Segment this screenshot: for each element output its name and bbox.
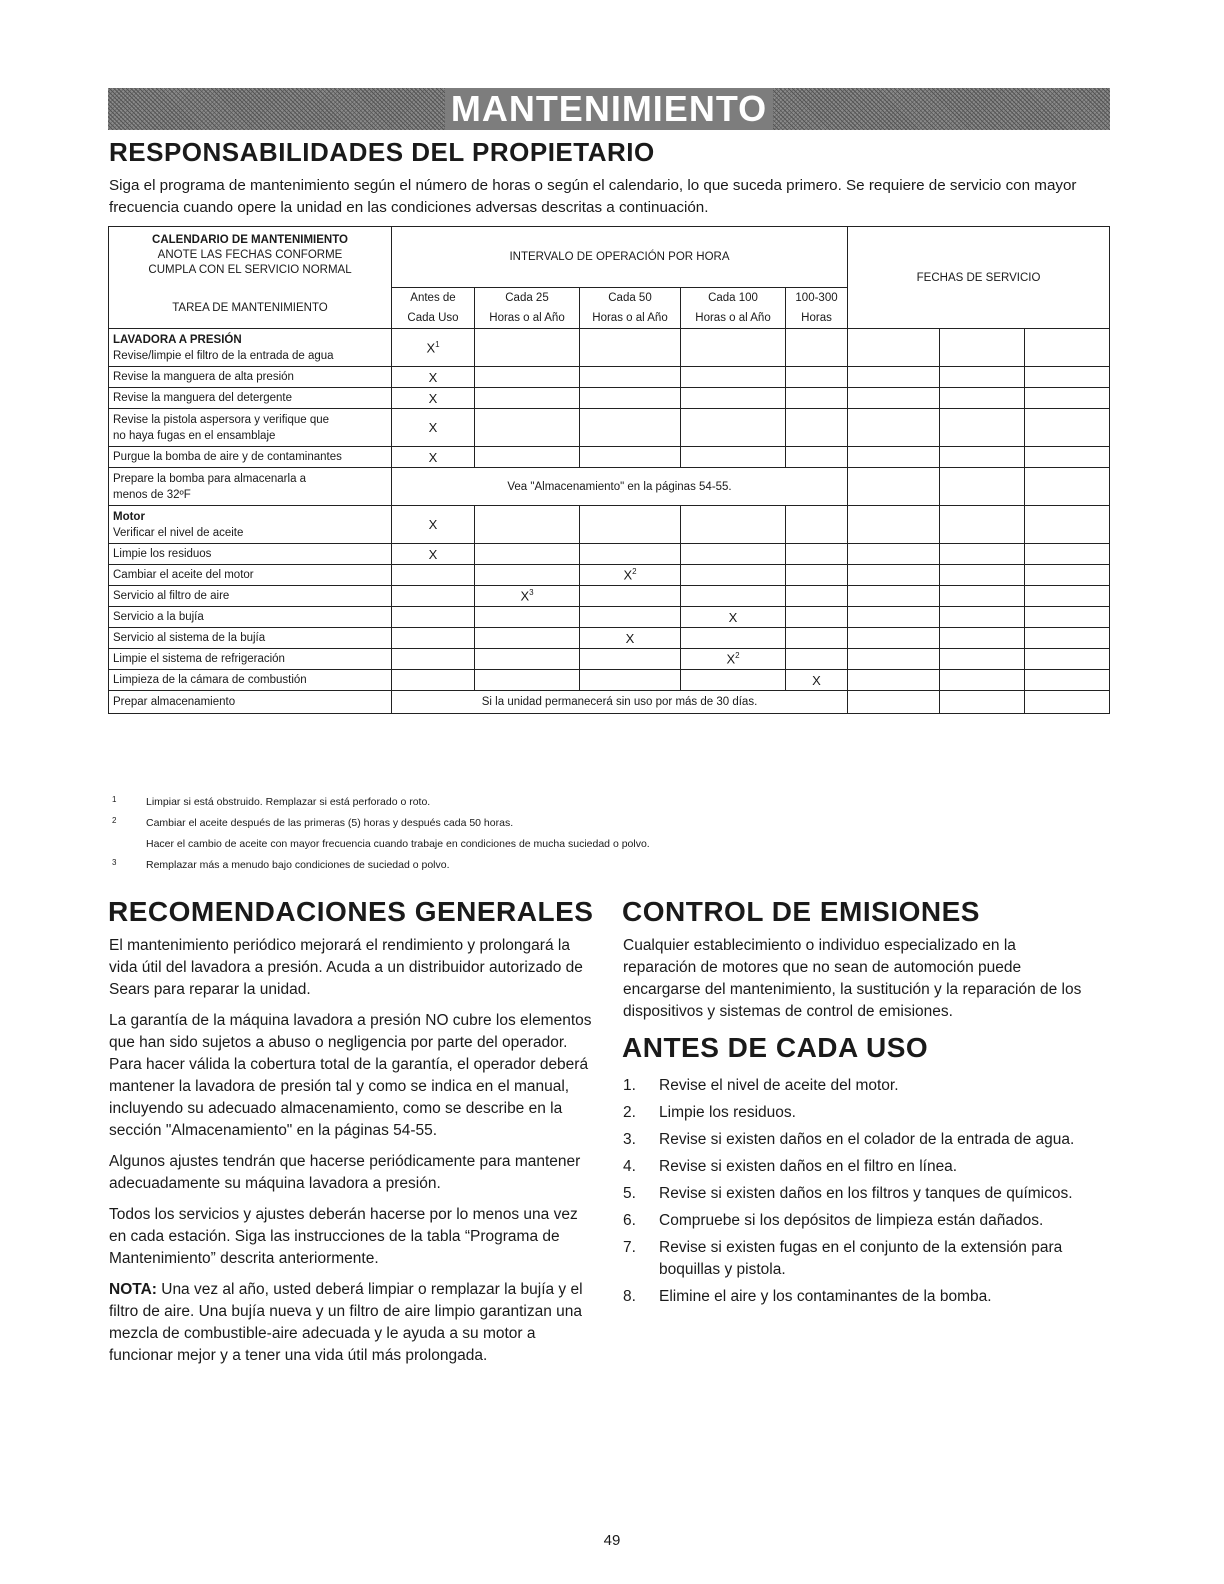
footnote bbox=[112, 813, 1012, 834]
service-date-cell[interactable] bbox=[1025, 388, 1110, 409]
task-label: Prepar almacenamiento bbox=[113, 696, 236, 708]
list-item-number: 6. bbox=[623, 1212, 636, 1229]
service-date-cell[interactable] bbox=[848, 409, 940, 447]
footnote-ref: 1 bbox=[435, 339, 440, 349]
task-group-heading: LAVADORA A PRESIÓN bbox=[113, 333, 242, 346]
task-cell bbox=[109, 447, 392, 468]
interval-cell bbox=[681, 409, 786, 447]
interval-cell bbox=[681, 367, 786, 388]
service-date-cell[interactable] bbox=[1025, 565, 1110, 586]
interval-cell bbox=[392, 506, 475, 544]
emissions-paragraph: Cualquier establecimiento o individuo especializado en la reparación de motores que no sean de automoción puede encargarse del mantenimiento, la sustitución y la reparación de los dispositivos y sistemas de control de emisiones. bbox=[623, 937, 1082, 1020]
interval-cell bbox=[475, 506, 580, 544]
footnote-number: 2 bbox=[112, 816, 117, 825]
task-cell bbox=[109, 409, 392, 447]
table-row bbox=[109, 628, 1110, 649]
task-cell bbox=[109, 670, 392, 691]
service-date-cell[interactable] bbox=[848, 670, 940, 691]
interval-cell bbox=[681, 670, 786, 691]
interval-cell bbox=[681, 388, 786, 409]
footnotes bbox=[112, 792, 1012, 876]
interval-cell bbox=[681, 628, 786, 649]
interval-mark: X bbox=[428, 517, 438, 532]
interval-cell bbox=[786, 409, 848, 447]
interval-mark: X bbox=[726, 651, 736, 667]
interval-cell bbox=[580, 329, 681, 367]
service-date-cell[interactable] bbox=[848, 607, 940, 628]
interval-cell bbox=[392, 367, 475, 388]
list-item-text: Revise si existen daños en los filtros y tanques de químicos. bbox=[659, 1185, 1073, 1202]
interval-cell bbox=[681, 649, 786, 670]
table-row bbox=[109, 565, 1110, 586]
interval-mark: X bbox=[426, 340, 436, 356]
service-date-cell[interactable] bbox=[1025, 447, 1110, 468]
column-header: Cada 25 Horas o al Año bbox=[475, 288, 580, 329]
task-cell bbox=[109, 628, 392, 649]
service-date-cell[interactable] bbox=[848, 468, 940, 506]
table-row bbox=[109, 367, 1110, 388]
interval-cell bbox=[580, 565, 681, 586]
task-cell bbox=[109, 691, 392, 714]
service-date-cell[interactable] bbox=[1025, 329, 1110, 367]
task-label: Servicio a la bujía bbox=[113, 611, 204, 623]
service-date-cell[interactable] bbox=[1025, 544, 1110, 565]
general-recommendations-body bbox=[109, 935, 594, 1376]
service-date-cell[interactable] bbox=[940, 468, 1025, 506]
service-date-cell[interactable] bbox=[848, 649, 940, 670]
list-item-text: Limpie los residuos. bbox=[659, 1104, 796, 1121]
interval-cell bbox=[580, 586, 681, 607]
calendar-subtitle-2: CUMPLA CON EL SERVICIO NORMAL bbox=[148, 264, 352, 276]
interval-cell bbox=[681, 329, 786, 367]
list-item-number: 7. bbox=[623, 1239, 636, 1256]
calendar-subtitle-1: ANOTE LAS FECHAS CONFORME bbox=[157, 249, 343, 261]
service-date-cell[interactable] bbox=[940, 670, 1025, 691]
interval-cell bbox=[681, 506, 786, 544]
list-item-text: Elimine el aire y los contaminantes de la bomba. bbox=[659, 1288, 992, 1305]
interval-cell bbox=[786, 586, 848, 607]
note-text: Una vez al año, usted deberá limpiar o remplazar la bujía y el filtro de aire. Una bujía nueva y un filtro de aire limpio garantizan una mezcla de combustible-aire adecuada y le ayuda a su motor a funcionar mejor y a tener una vida útil más prolongada. bbox=[109, 1281, 583, 1364]
interval-cell bbox=[681, 544, 786, 565]
task-cell bbox=[109, 565, 392, 586]
service-date-cell[interactable] bbox=[848, 388, 940, 409]
column-header: 100-300 Horas bbox=[786, 288, 848, 329]
interval-header: INTERVALO DE OPERACIÓN POR HORA bbox=[392, 227, 848, 288]
task-group-heading: Motor bbox=[113, 510, 145, 523]
footnote bbox=[112, 855, 1012, 876]
interval-cell bbox=[786, 367, 848, 388]
footnote bbox=[112, 834, 1012, 855]
interval-cell bbox=[475, 628, 580, 649]
general-paragraph: Todos los servicios y ajustes deberán hacerse por lo menos una vez en cada estación. Siga las instrucciones de la tabla “Programa de Mantenimiento” descrita anteriormente. bbox=[109, 1206, 578, 1267]
service-date-cell[interactable] bbox=[848, 329, 940, 367]
interval-cell bbox=[786, 607, 848, 628]
interval-cell bbox=[786, 388, 848, 409]
general-paragraph: El mantenimiento periódico mejorará el rendimiento y prolongará la vida útil del lavadora a presión. Acuda a un distribuidor autorizado de Sears para reparar la unidad. bbox=[109, 937, 583, 998]
before-each-use-title: ANTES DE CADA USO bbox=[622, 1032, 929, 1063]
calendar-title: CALENDARIO DE MANTENIMIENTO bbox=[152, 234, 348, 246]
general-recommendations-title: RECOMENDACIONES GENERALES bbox=[108, 896, 594, 927]
general-paragraph: La garantía de la máquina lavadora a presión NO cubre los elementos que han sido sujetos a abuso o negligencia por parte del operador. Para hacer válida la cobertura total de la garantía, el operador deberá mantener la lavadora de presión tal y como se indica en el manual, incluyendo su adecuado almacenamiento, como se describe en la sección "Almacenamiento" en la páginas 54-55. bbox=[109, 1012, 592, 1139]
interval-cell bbox=[786, 447, 848, 468]
interval-cell bbox=[475, 586, 580, 607]
interval-mark: X bbox=[728, 609, 738, 625]
task-label: Verificar el nivel de aceite bbox=[113, 526, 244, 539]
list-item bbox=[623, 1075, 1103, 1097]
interval-cell bbox=[786, 670, 848, 691]
interval-cell bbox=[580, 506, 681, 544]
list-item bbox=[623, 1237, 1103, 1281]
table-row bbox=[109, 506, 1110, 544]
task-label: Prepare la bomba para almacenarla a bbox=[113, 472, 307, 485]
table-row bbox=[109, 649, 1110, 670]
interval-cell bbox=[392, 447, 475, 468]
footnote-ref: 3 bbox=[529, 588, 534, 598]
interval-cell bbox=[580, 447, 681, 468]
service-date-cell[interactable] bbox=[940, 447, 1025, 468]
interval-cell bbox=[392, 586, 475, 607]
list-item-text: Revise si existen daños en el filtro en línea. bbox=[659, 1158, 958, 1175]
interval-cell bbox=[475, 565, 580, 586]
task-label: Limpie los residuos bbox=[113, 548, 212, 560]
table-row bbox=[109, 329, 1110, 367]
service-date-cell[interactable] bbox=[940, 628, 1025, 649]
task-label: Limpie el sistema de refrigeración bbox=[113, 653, 285, 665]
service-date-cell[interactable] bbox=[1025, 628, 1110, 649]
task-cell bbox=[109, 388, 392, 409]
task-cell bbox=[109, 329, 392, 367]
interval-cell bbox=[580, 388, 681, 409]
service-date-cell[interactable] bbox=[1025, 607, 1110, 628]
interval-cell bbox=[580, 409, 681, 447]
service-date-cell[interactable] bbox=[1025, 367, 1110, 388]
interval-cell bbox=[392, 565, 475, 586]
service-date-cell[interactable] bbox=[1025, 670, 1110, 691]
table-row bbox=[109, 388, 1110, 409]
table-row bbox=[109, 468, 1110, 506]
service-date-cell[interactable] bbox=[940, 544, 1025, 565]
interval-cell bbox=[681, 565, 786, 586]
interval-cell bbox=[580, 670, 681, 691]
list-item bbox=[623, 1210, 1103, 1232]
interval-cell bbox=[580, 367, 681, 388]
footnote bbox=[112, 792, 1012, 813]
column-header: Cada 100 Horas o al Año bbox=[681, 288, 786, 329]
before-each-use-body bbox=[623, 1075, 1103, 1313]
task-cell bbox=[109, 367, 392, 388]
interval-cell bbox=[392, 409, 475, 447]
task-label: Cambiar el aceite del motor bbox=[113, 569, 254, 581]
footnote-number: 3 bbox=[112, 858, 117, 867]
service-date-cell[interactable] bbox=[940, 367, 1025, 388]
task-cell bbox=[109, 607, 392, 628]
calendar-header bbox=[109, 227, 392, 288]
table-row bbox=[109, 691, 1110, 714]
list-item bbox=[623, 1102, 1103, 1124]
service-date-cell[interactable] bbox=[1025, 649, 1110, 670]
interval-cell bbox=[475, 649, 580, 670]
service-date-cell[interactable] bbox=[940, 388, 1025, 409]
service-date-cell[interactable] bbox=[848, 506, 940, 544]
interval-cell bbox=[392, 544, 475, 565]
list-item-text: Revise si existen daños en el colador de la entrada de agua. bbox=[659, 1131, 1075, 1148]
title-banner bbox=[108, 88, 1110, 130]
interval-mark: X bbox=[428, 546, 438, 562]
interval-cell bbox=[786, 544, 848, 565]
task-header: TAREA DE MANTENIMIENTO bbox=[109, 288, 392, 329]
footnote-number: 1 bbox=[112, 795, 117, 804]
interval-cell bbox=[392, 670, 475, 691]
column-header: Cada 50 Horas o al Año bbox=[580, 288, 681, 329]
interval-cell bbox=[392, 388, 475, 409]
task-cell bbox=[109, 506, 392, 544]
list-item bbox=[623, 1156, 1103, 1178]
interval-cell bbox=[580, 628, 681, 649]
section-title: RESPONSABILIDADES DEL PROPIETARIO bbox=[109, 137, 655, 167]
task-label-continued: menos de 32ºF bbox=[113, 488, 191, 501]
task-label: Revise la manguera del detergente bbox=[113, 392, 293, 404]
interval-mark: X bbox=[428, 369, 438, 385]
service-date-cell[interactable] bbox=[848, 586, 940, 607]
service-date-cell[interactable] bbox=[1025, 691, 1110, 714]
table-row bbox=[109, 670, 1110, 691]
service-date-cell[interactable] bbox=[940, 649, 1025, 670]
footnote-text: Hacer el cambio de aceite con mayor frecuencia cuando trabaje en condiciones de mucha suciedad o polvo. bbox=[146, 838, 650, 850]
interval-mark: X bbox=[520, 588, 530, 604]
intro-paragraph: Siga el programa de mantenimiento según el número de horas o según el calendario, lo que suceda primero. Se requiere de servicio con mayor frecuencia cuando opere la unidad en las condiciones adversas descritas a continuación. bbox=[109, 177, 1077, 216]
service-date-cell[interactable] bbox=[940, 329, 1025, 367]
service-dates-header: FECHAS DE SERVICIO bbox=[848, 227, 1110, 329]
interval-cell bbox=[392, 607, 475, 628]
interval-mark: X bbox=[625, 630, 635, 646]
interval-cell bbox=[392, 628, 475, 649]
service-date-cell[interactable] bbox=[1025, 468, 1110, 506]
footnote-text: Limpiar si está obstruido. Remplazar si está perforado o roto. bbox=[146, 796, 431, 808]
service-date-cell[interactable] bbox=[940, 565, 1025, 586]
service-date-cell[interactable] bbox=[848, 544, 940, 565]
interval-cell bbox=[475, 329, 580, 367]
interval-cell bbox=[786, 329, 848, 367]
service-date-cell[interactable] bbox=[1025, 586, 1110, 607]
task-label: Revise la pistola aspersora y verifique que bbox=[113, 413, 330, 426]
service-date-cell[interactable] bbox=[848, 691, 940, 714]
service-date-cell[interactable] bbox=[848, 367, 940, 388]
list-item bbox=[623, 1183, 1103, 1205]
list-item-number: 2. bbox=[623, 1104, 636, 1121]
interval-cell bbox=[475, 388, 580, 409]
interval-cell bbox=[786, 565, 848, 586]
service-date-cell[interactable] bbox=[940, 691, 1025, 714]
page-number: 49 bbox=[603, 1532, 621, 1549]
task-cell bbox=[109, 649, 392, 670]
before-each-use-list bbox=[623, 1075, 1103, 1308]
interval-cell bbox=[580, 544, 681, 565]
task-label: Servicio al sistema de la bujía bbox=[113, 632, 266, 644]
task-label: Revise/limpie el filtro de la entrada de agua bbox=[113, 349, 334, 362]
list-item-number: 5. bbox=[623, 1185, 636, 1202]
footnote-ref: 2 bbox=[632, 567, 637, 577]
general-paragraph: Algunos ajustes tendrán que hacerse periódicamente para mantener adecuadamente su máquina lavadora a presión. bbox=[109, 1153, 581, 1192]
task-cell bbox=[109, 586, 392, 607]
table-row bbox=[109, 586, 1110, 607]
interval-cell bbox=[580, 649, 681, 670]
interval-cell bbox=[475, 544, 580, 565]
list-item-number: 1. bbox=[623, 1077, 636, 1094]
note-paragraph bbox=[109, 1279, 594, 1367]
service-date-cell[interactable] bbox=[848, 447, 940, 468]
interval-cell bbox=[786, 506, 848, 544]
task-label: Purgue la bomba de aire y de contaminantes bbox=[113, 451, 342, 463]
service-date-cell[interactable] bbox=[848, 565, 940, 586]
service-date-cell[interactable] bbox=[1025, 506, 1110, 544]
list-item-number: 8. bbox=[623, 1288, 636, 1305]
interval-mark: X bbox=[623, 567, 633, 583]
note-label: NOTA: bbox=[109, 1281, 157, 1298]
column-header: Antes de Cada Uso bbox=[392, 288, 475, 329]
interval-mark: X bbox=[812, 672, 821, 688]
service-date-cell[interactable] bbox=[940, 586, 1025, 607]
interval-cell bbox=[392, 329, 475, 367]
table-row bbox=[109, 447, 1110, 468]
interval-cell bbox=[681, 607, 786, 628]
task-label: Limpieza de la cámara de combustión bbox=[113, 674, 307, 686]
task-label: Servicio al filtro de aire bbox=[113, 590, 230, 602]
emissions-title: CONTROL DE EMISIONES bbox=[622, 896, 980, 927]
interval-note: Vea "Almacenamiento" en la páginas 54-55. bbox=[392, 468, 848, 506]
interval-cell bbox=[681, 586, 786, 607]
interval-cell bbox=[580, 607, 681, 628]
list-item-number: 4. bbox=[623, 1158, 636, 1175]
task-label: Revise la manguera de alta presión bbox=[113, 371, 294, 383]
service-date-cell[interactable] bbox=[940, 409, 1025, 447]
interval-cell bbox=[475, 447, 580, 468]
service-date-cell[interactable] bbox=[848, 628, 940, 649]
interval-cell bbox=[786, 649, 848, 670]
table-row bbox=[109, 607, 1110, 628]
interval-cell bbox=[475, 409, 580, 447]
task-label-continued: no haya fugas en el ensamblaje bbox=[113, 429, 276, 442]
interval-cell bbox=[681, 447, 786, 468]
task-cell bbox=[109, 544, 392, 565]
service-date-cell[interactable] bbox=[940, 506, 1025, 544]
interval-mark: X bbox=[428, 390, 438, 406]
table-row bbox=[109, 409, 1110, 447]
list-item bbox=[623, 1286, 1103, 1308]
interval-note: Si la unidad permanecerá sin uso por más de 30 días. bbox=[392, 691, 848, 714]
service-date-cell[interactable] bbox=[940, 607, 1025, 628]
maintenance-schedule-table bbox=[108, 226, 1110, 714]
interval-cell bbox=[475, 670, 580, 691]
interval-mark: X bbox=[428, 420, 438, 435]
list-item bbox=[623, 1129, 1103, 1151]
list-item-number: 3. bbox=[623, 1131, 636, 1148]
table-row bbox=[109, 544, 1110, 565]
interval-cell bbox=[786, 628, 848, 649]
interval-mark: X bbox=[428, 449, 438, 465]
list-item-text: Revise el nivel de aceite del motor. bbox=[659, 1077, 899, 1094]
footnote-ref: 2 bbox=[735, 651, 740, 661]
footnote-text: Remplazar más a menudo bajo condiciones de suciedad o polvo. bbox=[146, 859, 450, 871]
emissions-body bbox=[623, 935, 1093, 1032]
interval-cell bbox=[475, 367, 580, 388]
list-item-text: Revise si existen fugas en el conjunto de la extensión para boquillas y pistola. bbox=[659, 1239, 1063, 1278]
list-item-text: Compruebe si los depósitos de limpieza están dañados. bbox=[659, 1212, 1044, 1229]
interval-cell bbox=[392, 649, 475, 670]
banner-title: MANTENIMIENTO bbox=[445, 88, 773, 130]
interval-cell bbox=[475, 607, 580, 628]
footnote-text: Cambiar el aceite después de las primeras (5) horas y después cada 50 horas. bbox=[146, 817, 514, 829]
service-date-cell[interactable] bbox=[1025, 409, 1110, 447]
task-cell bbox=[109, 468, 392, 506]
